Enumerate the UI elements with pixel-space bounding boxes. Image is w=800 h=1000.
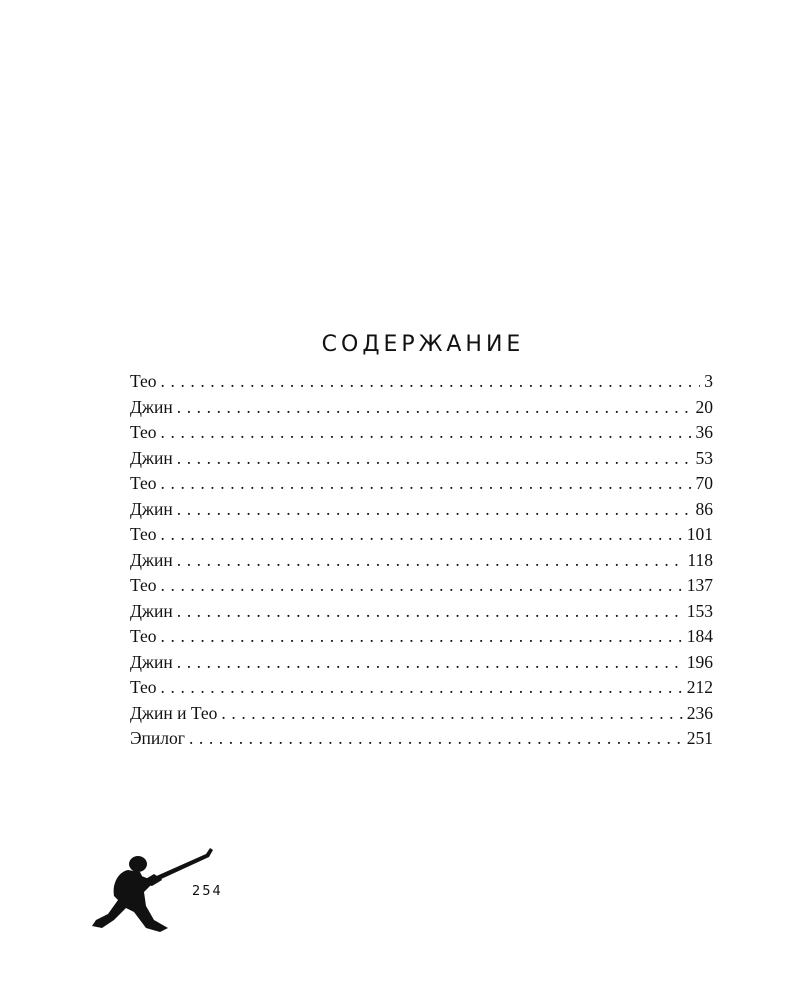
toc-entry-page: 212 [686,677,713,697]
toc-entry[interactable] [130,599,713,625]
toc-entry-page: 53 [695,447,713,468]
toc-entry-page: 137 [686,575,713,595]
toc-entry[interactable] [130,701,713,727]
toc-entry-page: 236 [686,702,713,723]
toc-entry-label: Джин [130,600,173,621]
toc-entry-label: Тео [130,677,157,697]
dot-leader [161,573,683,599]
toc-entry[interactable] [130,650,713,676]
toc-entry-label: Джин и Тео [130,702,218,723]
toc-entry-label: Тео [130,575,157,595]
toc-entry[interactable] [130,369,713,395]
toc-entry-page: 153 [686,600,713,621]
dot-leader [177,497,692,523]
toc-entry-label: Тео [130,473,157,493]
dot-leader [161,675,683,701]
toc-entry-page: 251 [686,728,713,748]
dot-leader [177,650,683,676]
dot-leader [177,548,684,574]
toc-entry[interactable] [130,675,713,701]
toc-entry[interactable] [130,420,713,446]
toc-entry-page: 101 [686,524,713,544]
dot-leader [161,522,683,548]
dot-leader [161,624,683,650]
page-number: 254 [192,884,223,899]
toc-entry-page: 118 [687,549,713,570]
dot-leader [161,369,701,395]
toc-entry[interactable] [130,573,713,599]
dot-leader [221,701,682,727]
toc-entry[interactable] [130,548,713,574]
dot-leader [161,471,692,497]
toc-entry-label: Тео [130,626,157,646]
toc-entry-page: 36 [695,422,713,442]
toc-entry-page: 196 [686,651,713,672]
toc-entry-label: Джин [130,549,173,570]
dot-leader [177,446,692,472]
dot-leader [177,395,692,421]
toc-entry-page: 20 [695,396,713,417]
toc-entry-label: Тео [130,422,157,442]
toc-entry-label: Джин [130,651,173,672]
toc-entry[interactable] [130,624,713,650]
toc-entry-page: 184 [686,626,713,646]
toc-entry-label: Эпилог [130,728,185,748]
toc-entry-label: Тео [130,371,157,391]
toc-entry[interactable] [130,446,713,472]
table-of-contents [130,369,713,752]
toc-entry-label: Джин [130,498,173,519]
toc-entry[interactable] [130,497,713,523]
toc-entry-label: Джин [130,447,173,468]
dot-leader [177,599,683,625]
toc-entry-page: 70 [695,473,713,493]
toc-entry-page: 86 [695,498,713,519]
toc-entry[interactable] [130,395,713,421]
toc-title: СОДЕРЖАНИЕ [321,331,525,357]
dot-leader [161,420,692,446]
toc-entry-page: 3 [704,371,713,391]
toc-entry-label: Джин [130,396,173,417]
toc-entry[interactable] [130,471,713,497]
toc-entry[interactable] [130,522,713,548]
dot-leader [189,726,683,752]
toc-entry-label: Тео [130,524,157,544]
hockey-player-icon [88,840,248,940]
toc-entry[interactable] [130,726,713,752]
